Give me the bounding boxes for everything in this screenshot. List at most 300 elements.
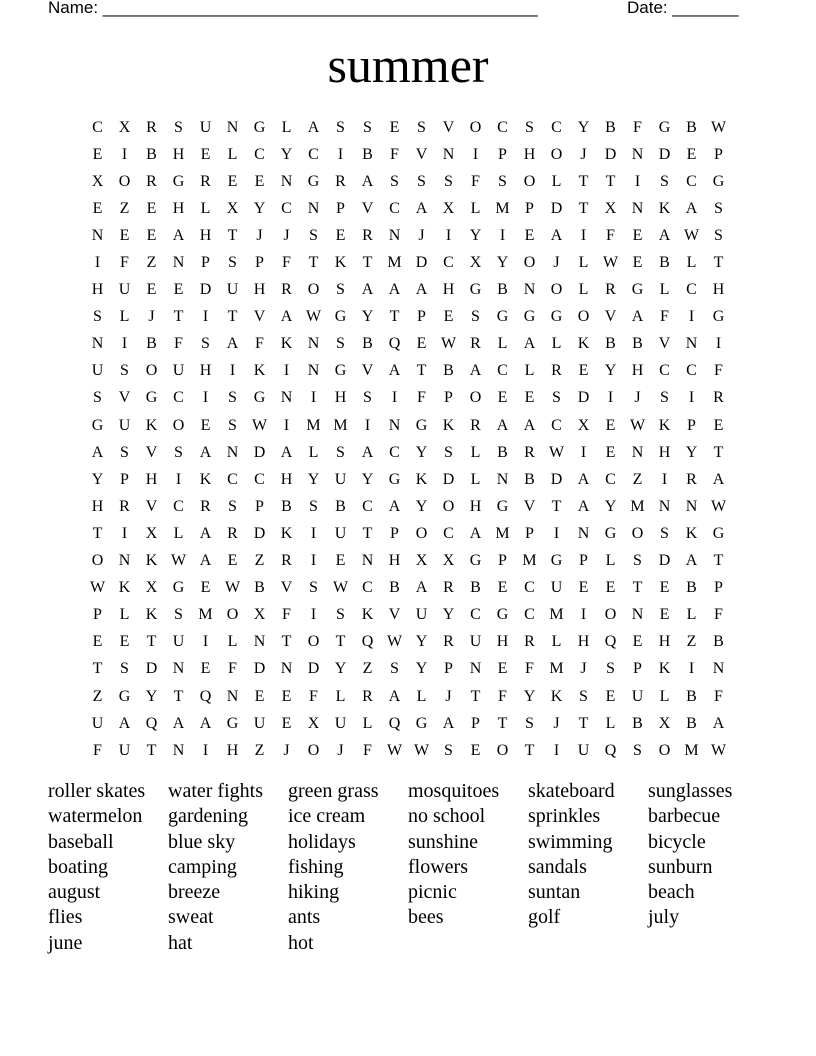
grid-letter[interactable]: T: [416, 362, 427, 380]
grid-letter[interactable]: T: [713, 552, 724, 570]
grid-letter[interactable]: E: [254, 172, 265, 190]
grid-letter[interactable]: L: [578, 254, 589, 272]
grid-letter[interactable]: J: [148, 308, 155, 326]
grid-letter[interactable]: A: [415, 579, 428, 597]
grid-letter[interactable]: N: [388, 226, 401, 244]
grid-letter[interactable]: B: [470, 579, 481, 597]
grid-letter[interactable]: U: [334, 524, 347, 542]
grid-letter[interactable]: G: [253, 389, 266, 407]
grid-letter[interactable]: M: [549, 606, 564, 624]
grid-letter[interactable]: V: [604, 308, 617, 326]
grid-letter[interactable]: U: [118, 416, 131, 434]
grid-letter[interactable]: N: [685, 335, 698, 353]
grid-letter[interactable]: T: [227, 226, 238, 244]
grid-letter[interactable]: T: [227, 308, 238, 326]
grid-letter[interactable]: F: [363, 741, 372, 759]
grid-letter[interactable]: M: [306, 416, 321, 434]
grid-letter[interactable]: B: [686, 714, 697, 732]
grid-letter[interactable]: P: [471, 714, 480, 732]
grid-letter[interactable]: B: [659, 254, 670, 272]
grid-letter[interactable]: Z: [119, 199, 130, 217]
grid-letter[interactable]: G: [172, 172, 185, 190]
grid-letter[interactable]: O: [307, 281, 320, 299]
grid-letter[interactable]: B: [497, 281, 508, 299]
grid-letter[interactable]: A: [577, 470, 590, 488]
grid-letter[interactable]: N: [712, 660, 725, 678]
grid-letter[interactable]: A: [388, 497, 401, 515]
grid-letter[interactable]: W: [170, 552, 187, 570]
grid-letter[interactable]: D: [253, 524, 266, 542]
grid-letter[interactable]: I: [688, 660, 695, 678]
grid-letter[interactable]: F: [228, 660, 237, 678]
grid-letter[interactable]: S: [228, 389, 237, 407]
grid-letter[interactable]: G: [226, 714, 239, 732]
grid-letter[interactable]: U: [550, 579, 563, 597]
grid-letter[interactable]: Y: [685, 443, 698, 461]
grid-letter[interactable]: B: [362, 335, 373, 353]
grid-letter[interactable]: G: [496, 308, 509, 326]
grid-letter[interactable]: G: [712, 524, 725, 542]
grid-letter[interactable]: C: [686, 172, 697, 190]
grid-letter[interactable]: X: [415, 552, 428, 570]
grid-letter[interactable]: V: [415, 145, 428, 163]
grid-letter[interactable]: I: [202, 308, 209, 326]
grid-letter[interactable]: T: [605, 172, 616, 190]
grid-letter[interactable]: N: [253, 633, 266, 651]
grid-letter[interactable]: W: [386, 741, 403, 759]
grid-letter[interactable]: I: [202, 389, 209, 407]
grid-letter[interactable]: I: [202, 741, 209, 759]
grid-letter[interactable]: N: [496, 470, 509, 488]
grid-letter[interactable]: I: [175, 470, 182, 488]
grid-letter[interactable]: N: [226, 443, 239, 461]
grid-letter[interactable]: W: [386, 633, 403, 651]
grid-letter[interactable]: K: [658, 416, 671, 434]
grid-letter[interactable]: E: [578, 579, 589, 597]
grid-letter[interactable]: A: [712, 714, 725, 732]
grid-letter[interactable]: W: [305, 308, 322, 326]
grid-letter[interactable]: O: [631, 524, 644, 542]
grid-letter[interactable]: X: [577, 416, 590, 434]
grid-letter[interactable]: R: [686, 470, 697, 488]
grid-letter[interactable]: E: [119, 633, 130, 651]
grid-letter[interactable]: B: [686, 687, 697, 705]
grid-letter[interactable]: S: [552, 389, 561, 407]
grid-letter[interactable]: J: [283, 741, 290, 759]
grid-letter[interactable]: Q: [388, 335, 401, 353]
grid-letter[interactable]: U: [469, 633, 482, 651]
grid-letter[interactable]: A: [712, 470, 725, 488]
grid-letter[interactable]: A: [199, 443, 212, 461]
grid-letter[interactable]: O: [496, 741, 509, 759]
grid-letter[interactable]: B: [254, 579, 265, 597]
grid-letter[interactable]: T: [308, 254, 319, 272]
grid-letter[interactable]: A: [199, 552, 212, 570]
grid-letter[interactable]: S: [309, 579, 318, 597]
grid-letter[interactable]: S: [660, 524, 669, 542]
grid-letter[interactable]: G: [550, 308, 563, 326]
grid-letter[interactable]: U: [199, 118, 212, 136]
grid-letter[interactable]: J: [553, 714, 560, 732]
grid-letter[interactable]: S: [174, 118, 183, 136]
grid-letter[interactable]: K: [361, 606, 374, 624]
grid-letter[interactable]: I: [337, 145, 344, 163]
grid-letter[interactable]: T: [92, 524, 103, 542]
grid-letter[interactable]: K: [577, 335, 590, 353]
grid-letter[interactable]: N: [658, 497, 671, 515]
grid-letter[interactable]: H: [280, 470, 293, 488]
grid-letter[interactable]: J: [634, 389, 641, 407]
grid-letter[interactable]: T: [578, 172, 589, 190]
grid-letter[interactable]: T: [389, 308, 400, 326]
grid-letter[interactable]: G: [334, 362, 347, 380]
grid-letter[interactable]: F: [606, 226, 615, 244]
grid-letter[interactable]: E: [92, 633, 103, 651]
grid-letter[interactable]: W: [710, 741, 727, 759]
grid-letter[interactable]: K: [145, 416, 158, 434]
grid-letter[interactable]: I: [283, 416, 290, 434]
grid-letter[interactable]: U: [415, 606, 428, 624]
grid-letter[interactable]: N: [361, 552, 374, 570]
grid-letter[interactable]: D: [550, 199, 563, 217]
grid-letter[interactable]: W: [251, 416, 268, 434]
grid-letter[interactable]: J: [283, 226, 290, 244]
grid-letter[interactable]: R: [146, 172, 157, 190]
grid-letter[interactable]: V: [442, 118, 455, 136]
grid-letter[interactable]: R: [281, 552, 292, 570]
grid-letter[interactable]: S: [174, 443, 183, 461]
grid-letter[interactable]: W: [224, 579, 241, 597]
grid-letter[interactable]: S: [471, 308, 480, 326]
grid-letter[interactable]: O: [118, 172, 131, 190]
grid-letter[interactable]: H: [226, 741, 239, 759]
grid-letter[interactable]: A: [496, 416, 509, 434]
grid-letter[interactable]: U: [226, 281, 239, 299]
grid-letter[interactable]: S: [120, 660, 129, 678]
grid-letter[interactable]: I: [499, 226, 506, 244]
grid-letter[interactable]: Y: [280, 145, 293, 163]
grid-letter[interactable]: C: [389, 443, 400, 461]
grid-letter[interactable]: F: [282, 254, 291, 272]
grid-letter[interactable]: N: [307, 362, 320, 380]
grid-letter[interactable]: T: [173, 687, 184, 705]
grid-letter[interactable]: E: [146, 199, 157, 217]
grid-letter[interactable]: N: [172, 254, 185, 272]
grid-letter[interactable]: P: [687, 416, 696, 434]
grid-letter[interactable]: V: [145, 497, 158, 515]
grid-letter[interactable]: C: [551, 416, 562, 434]
grid-letter[interactable]: Y: [415, 660, 428, 678]
grid-letter[interactable]: F: [120, 254, 129, 272]
grid-letter[interactable]: A: [415, 281, 428, 299]
grid-letter[interactable]: E: [200, 145, 211, 163]
grid-letter[interactable]: M: [387, 254, 402, 272]
grid-letter[interactable]: A: [361, 172, 374, 190]
grid-letter[interactable]: K: [415, 470, 428, 488]
grid-letter[interactable]: E: [605, 579, 616, 597]
grid-letter[interactable]: D: [253, 443, 266, 461]
grid-letter[interactable]: T: [497, 714, 508, 732]
grid-letter[interactable]: J: [337, 741, 344, 759]
grid-letter[interactable]: S: [660, 389, 669, 407]
grid-letter[interactable]: D: [307, 660, 320, 678]
grid-letter[interactable]: B: [605, 118, 616, 136]
grid-letter[interactable]: N: [631, 443, 644, 461]
grid-letter[interactable]: B: [389, 579, 400, 597]
grid-letter[interactable]: B: [524, 470, 535, 488]
grid-letter[interactable]: G: [631, 281, 644, 299]
grid-letter[interactable]: S: [714, 199, 723, 217]
grid-letter[interactable]: C: [362, 579, 373, 597]
grid-letter[interactable]: K: [280, 524, 293, 542]
grid-letter[interactable]: J: [418, 226, 425, 244]
grid-letter[interactable]: C: [524, 579, 535, 597]
grid-letter[interactable]: Z: [254, 552, 265, 570]
grid-letter[interactable]: V: [388, 606, 401, 624]
grid-letter[interactable]: Y: [577, 118, 590, 136]
grid-letter[interactable]: X: [118, 118, 131, 136]
grid-letter[interactable]: A: [685, 199, 698, 217]
grid-letter[interactable]: H: [442, 281, 455, 299]
grid-letter[interactable]: R: [713, 389, 724, 407]
grid-letter[interactable]: Y: [415, 443, 428, 461]
grid-letter[interactable]: T: [281, 633, 292, 651]
grid-letter[interactable]: I: [229, 362, 236, 380]
grid-letter[interactable]: H: [199, 226, 212, 244]
grid-letter[interactable]: N: [631, 606, 644, 624]
grid-letter[interactable]: F: [660, 308, 669, 326]
grid-letter[interactable]: G: [415, 714, 428, 732]
grid-letter[interactable]: C: [497, 362, 508, 380]
grid-letter[interactable]: S: [120, 443, 129, 461]
grid-letter[interactable]: E: [389, 118, 400, 136]
grid-letter[interactable]: V: [361, 362, 374, 380]
grid-letter[interactable]: I: [283, 362, 290, 380]
grid-letter[interactable]: U: [631, 687, 644, 705]
grid-letter[interactable]: I: [310, 606, 317, 624]
grid-letter[interactable]: L: [416, 687, 427, 705]
grid-letter[interactable]: R: [470, 335, 481, 353]
grid-letter[interactable]: G: [415, 416, 428, 434]
grid-letter[interactable]: I: [580, 443, 587, 461]
grid-letter[interactable]: P: [255, 254, 264, 272]
grid-letter[interactable]: L: [605, 552, 616, 570]
grid-letter[interactable]: T: [362, 524, 373, 542]
grid-letter[interactable]: R: [281, 281, 292, 299]
grid-letter[interactable]: D: [253, 660, 266, 678]
grid-letter[interactable]: T: [146, 633, 157, 651]
grid-letter[interactable]: I: [310, 524, 317, 542]
grid-letter[interactable]: C: [686, 362, 697, 380]
grid-letter[interactable]: S: [336, 443, 345, 461]
grid-letter[interactable]: E: [335, 226, 346, 244]
grid-letter[interactable]: K: [334, 254, 347, 272]
grid-letter[interactable]: L: [578, 281, 589, 299]
grid-letter[interactable]: X: [253, 606, 266, 624]
grid-letter[interactable]: P: [120, 470, 129, 488]
grid-letter[interactable]: S: [174, 606, 183, 624]
grid-letter[interactable]: I: [121, 335, 128, 353]
grid-letter[interactable]: H: [658, 443, 671, 461]
grid-letter[interactable]: K: [145, 552, 158, 570]
grid-letter[interactable]: S: [417, 172, 426, 190]
grid-letter[interactable]: T: [362, 254, 373, 272]
grid-letter[interactable]: E: [632, 254, 643, 272]
grid-letter[interactable]: R: [362, 226, 373, 244]
grid-letter[interactable]: S: [336, 281, 345, 299]
grid-letter[interactable]: A: [469, 524, 482, 542]
grid-letter[interactable]: R: [524, 633, 535, 651]
grid-letter[interactable]: R: [443, 633, 454, 651]
grid-letter[interactable]: R: [551, 362, 562, 380]
grid-letter[interactable]: L: [659, 687, 670, 705]
grid-letter[interactable]: W: [710, 497, 727, 515]
grid-letter[interactable]: J: [580, 660, 587, 678]
grid-letter[interactable]: I: [472, 145, 479, 163]
grid-letter[interactable]: A: [118, 714, 131, 732]
grid-letter[interactable]: O: [145, 362, 158, 380]
grid-letter[interactable]: L: [470, 199, 481, 217]
grid-letter[interactable]: E: [524, 389, 535, 407]
grid-letter[interactable]: N: [469, 660, 482, 678]
grid-letter[interactable]: E: [200, 660, 211, 678]
grid-letter[interactable]: L: [686, 606, 697, 624]
grid-letter[interactable]: I: [310, 389, 317, 407]
grid-letter[interactable]: S: [363, 118, 372, 136]
grid-letter[interactable]: A: [361, 443, 374, 461]
grid-letter[interactable]: P: [336, 199, 345, 217]
grid-letter[interactable]: S: [228, 497, 237, 515]
grid-letter[interactable]: O: [577, 308, 590, 326]
grid-letter[interactable]: O: [658, 741, 671, 759]
grid-letter[interactable]: F: [714, 606, 723, 624]
grid-letter[interactable]: C: [308, 145, 319, 163]
grid-letter[interactable]: B: [146, 335, 157, 353]
grid-letter[interactable]: V: [523, 497, 536, 515]
grid-letter[interactable]: Q: [604, 741, 617, 759]
grid-letter[interactable]: J: [580, 145, 587, 163]
grid-letter[interactable]: U: [253, 714, 266, 732]
grid-letter[interactable]: C: [389, 199, 400, 217]
grid-letter[interactable]: E: [605, 687, 616, 705]
grid-letter[interactable]: O: [550, 281, 563, 299]
grid-letter[interactable]: Z: [92, 687, 103, 705]
grid-letter[interactable]: H: [172, 145, 185, 163]
grid-letter[interactable]: E: [605, 443, 616, 461]
grid-letter[interactable]: B: [497, 443, 508, 461]
grid-letter[interactable]: N: [91, 335, 104, 353]
grid-letter[interactable]: L: [119, 308, 130, 326]
grid-letter[interactable]: W: [602, 254, 619, 272]
grid-letter[interactable]: T: [713, 443, 724, 461]
grid-letter[interactable]: O: [226, 606, 239, 624]
grid-letter[interactable]: G: [469, 552, 482, 570]
grid-letter[interactable]: Y: [361, 470, 374, 488]
grid-letter[interactable]: Y: [253, 199, 266, 217]
grid-letter[interactable]: G: [712, 308, 725, 326]
grid-letter[interactable]: T: [713, 254, 724, 272]
grid-letter[interactable]: A: [172, 714, 185, 732]
grid-letter[interactable]: N: [631, 199, 644, 217]
grid-letter[interactable]: U: [91, 362, 104, 380]
grid-letter[interactable]: S: [525, 714, 534, 732]
grid-letter[interactable]: C: [605, 470, 616, 488]
grid-letter[interactable]: A: [199, 714, 212, 732]
grid-letter[interactable]: P: [714, 145, 723, 163]
grid-letter[interactable]: B: [686, 579, 697, 597]
grid-letter[interactable]: F: [714, 687, 723, 705]
grid-letter[interactable]: N: [118, 552, 131, 570]
grid-letter[interactable]: G: [145, 389, 158, 407]
grid-letter[interactable]: K: [658, 199, 671, 217]
grid-letter[interactable]: C: [92, 118, 103, 136]
grid-letter[interactable]: S: [93, 389, 102, 407]
grid-letter[interactable]: L: [686, 254, 697, 272]
grid-letter[interactable]: C: [497, 118, 508, 136]
grid-letter[interactable]: N: [172, 660, 185, 678]
grid-letter[interactable]: S: [444, 741, 453, 759]
grid-letter[interactable]: E: [200, 579, 211, 597]
grid-letter[interactable]: A: [415, 199, 428, 217]
grid-letter[interactable]: C: [227, 470, 238, 488]
grid-letter[interactable]: X: [442, 552, 455, 570]
grid-letter[interactable]: G: [712, 172, 725, 190]
grid-letter[interactable]: O: [523, 172, 536, 190]
grid-letter[interactable]: G: [550, 552, 563, 570]
grid-letter[interactable]: H: [496, 633, 509, 651]
grid-letter[interactable]: D: [658, 552, 671, 570]
grid-letter[interactable]: G: [172, 579, 185, 597]
grid-letter[interactable]: U: [334, 714, 347, 732]
grid-letter[interactable]: U: [172, 362, 185, 380]
grid-letter[interactable]: B: [362, 145, 373, 163]
grid-letter[interactable]: U: [118, 281, 131, 299]
grid-letter[interactable]: H: [469, 497, 482, 515]
grid-letter[interactable]: E: [119, 226, 130, 244]
grid-letter[interactable]: Q: [199, 687, 212, 705]
grid-letter[interactable]: N: [226, 687, 239, 705]
grid-letter[interactable]: X: [658, 714, 671, 732]
grid-letter[interactable]: F: [714, 362, 723, 380]
grid-letter[interactable]: Y: [604, 497, 617, 515]
grid-letter[interactable]: L: [308, 443, 319, 461]
grid-letter[interactable]: B: [335, 497, 346, 515]
grid-letter[interactable]: X: [145, 579, 158, 597]
grid-letter[interactable]: T: [173, 308, 184, 326]
grid-letter[interactable]: X: [91, 172, 104, 190]
grid-letter[interactable]: E: [335, 552, 346, 570]
grid-letter[interactable]: E: [281, 687, 292, 705]
grid-letter[interactable]: O: [172, 416, 185, 434]
grid-letter[interactable]: E: [632, 633, 643, 651]
grid-letter[interactable]: H: [577, 633, 590, 651]
grid-letter[interactable]: R: [443, 579, 454, 597]
grid-letter[interactable]: O: [523, 254, 536, 272]
grid-letter[interactable]: B: [713, 633, 724, 651]
grid-letter[interactable]: G: [334, 308, 347, 326]
grid-letter[interactable]: E: [578, 362, 589, 380]
grid-letter[interactable]: A: [658, 226, 671, 244]
grid-letter[interactable]: T: [470, 687, 481, 705]
grid-letter[interactable]: E: [281, 714, 292, 732]
grid-letter[interactable]: E: [497, 660, 508, 678]
grid-letter[interactable]: L: [551, 172, 562, 190]
grid-letter[interactable]: W: [548, 443, 565, 461]
grid-letter[interactable]: K: [685, 524, 698, 542]
grid-letter[interactable]: O: [604, 606, 617, 624]
grid-letter[interactable]: G: [307, 172, 320, 190]
grid-letter[interactable]: V: [658, 335, 671, 353]
